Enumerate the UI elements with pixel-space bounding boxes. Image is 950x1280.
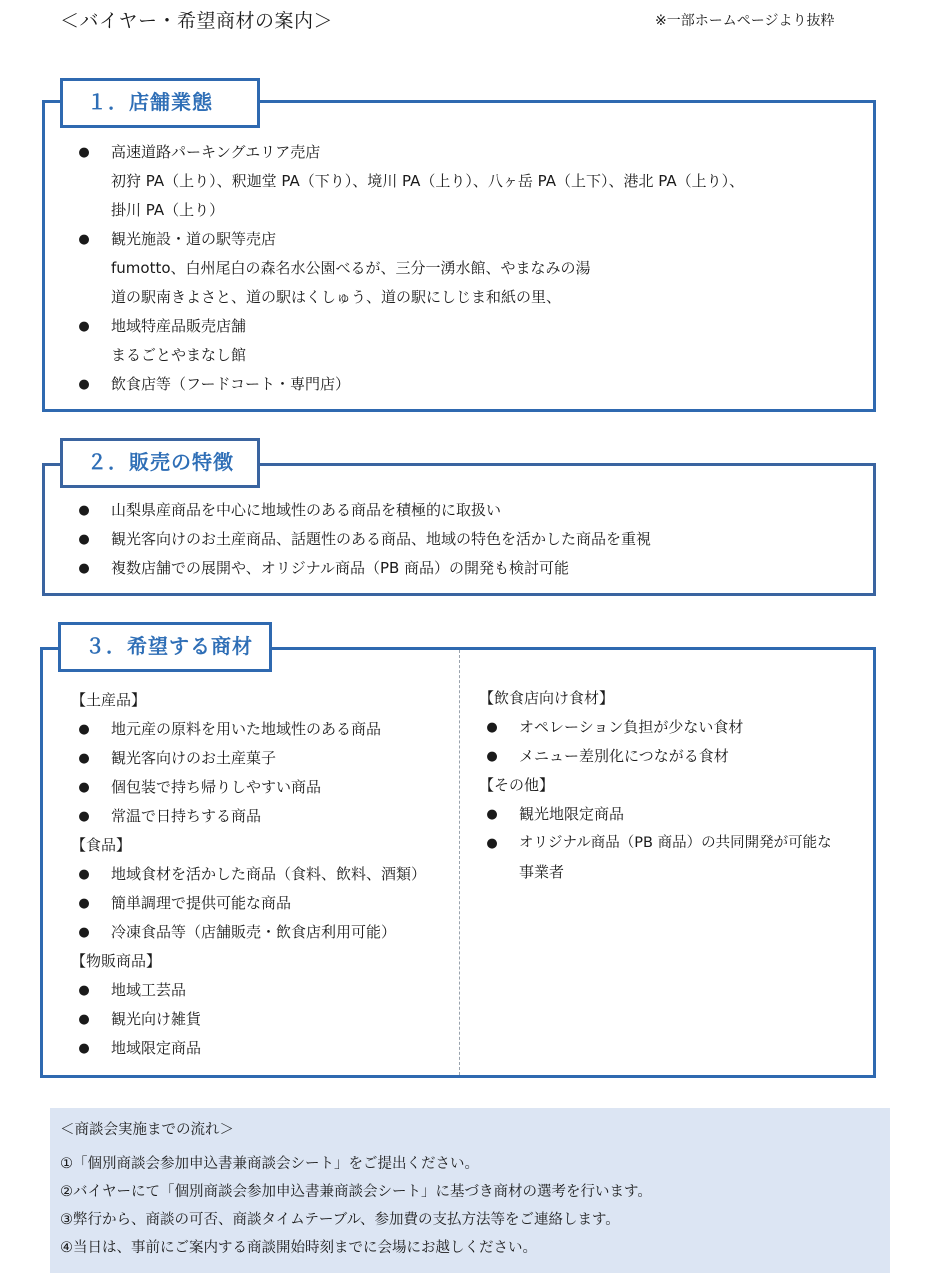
flow-step: ①「個別商談会参加申込書兼商談会シート」をご提出ください。 — [60, 1156, 479, 1172]
flow-title: ＜商談会実施までの流れ＞ — [60, 1122, 234, 1138]
list-item: ● 常温で日持ちする商品 — [77, 802, 447, 831]
section-1-content — [77, 138, 857, 408]
page-title: ＜バイヤー・希望商材の案内＞ — [60, 10, 334, 32]
bullet-icon: ● — [78, 780, 90, 795]
bullet-icon: ● — [78, 925, 90, 940]
section-desired-products — [40, 647, 876, 1078]
detail-text: 道の駅南きよさと、道の駅はくしゅう、道の駅にしじま和紙の里、 — [111, 288, 562, 306]
list-item: ● 地元産の原料を用いた地域性のある商品 — [77, 715, 447, 744]
section-2-title: ２．販売の特徴 — [60, 438, 260, 488]
column-divider — [459, 650, 460, 1075]
bullet-icon: ● — [78, 377, 90, 392]
section-1-title: １．店舗業態 — [60, 78, 260, 128]
right-column — [479, 684, 871, 924]
list-item: ● 観光施設・道の駅等売店 — [77, 225, 857, 254]
bullet-icon: ● — [486, 720, 498, 735]
bullet-icon: ● — [78, 896, 90, 911]
flow-step: ④当日は、事前にご案内する商談開始時刻までに会場にお越しください。 — [60, 1240, 537, 1256]
list-item: ● 観光向け雑貨 — [77, 1005, 447, 1034]
bullet-icon: ● — [78, 809, 90, 824]
list-item: ● 簡単調理で提供可能な商品 — [77, 889, 447, 918]
section-2-content — [77, 496, 857, 586]
bullet-icon: ● — [78, 722, 90, 737]
list-item: ● 複数店舗での展開や、オリジナル商品（PB 商品）の開発も検討可能 — [77, 554, 857, 583]
list-item: ● 地域食材を活かした商品（食料、飲料、酒類） — [77, 860, 447, 889]
list-item: ● 冷凍食品等（店舗販売・飲食店利用可能） — [77, 918, 447, 947]
detail-text: 初狩 PA（上り）、釈迦堂 PA（下り）、境川 PA（上り）、八ヶ岳 PA（上下）、港北 PA（上り）、 — [111, 172, 745, 190]
list-item: ● 地域工芸品 — [77, 976, 447, 1005]
bullet-icon: ● — [78, 1041, 90, 1056]
bullet-icon: ● — [78, 751, 90, 766]
flow-step: ③弊行から、商談の可否、商談タイムテーブル、参加費の支払方法等をご連絡します。 — [60, 1212, 620, 1228]
detail-text: 掛川 PA（上り） — [111, 201, 225, 219]
bullet-icon: ● — [78, 503, 90, 518]
bullet-icon: ● — [78, 983, 90, 998]
bullet-icon: ● — [78, 532, 90, 547]
bullet-icon: ● — [78, 232, 90, 247]
category-label: 【その他】 — [479, 776, 555, 794]
detail-text: fumotto、白州尾白の森名水公園べるが、三分一湧水館、やまなみの湯 — [111, 259, 591, 277]
source-note: ※一部ホームページより抜粋 — [655, 13, 835, 29]
category-label: 【土産品】 — [71, 691, 147, 709]
list-item: ● 高速道路パーキングエリア売店 — [77, 138, 857, 167]
list-item: ● メニュー差別化につながる食材 — [485, 742, 865, 771]
bullet-icon: ● — [486, 836, 498, 851]
bullet-icon: ● — [486, 807, 498, 822]
list-item: ● 山梨県産商品を中心に地域性のある商品を積極的に取扱い — [77, 496, 857, 525]
list-item: ● 地域限定商品 — [77, 1034, 447, 1063]
bullet-icon: ● — [486, 749, 498, 764]
detail-text: まるごとやまなし館 — [111, 346, 247, 364]
section-3-title: ３．希望する商材 — [58, 622, 272, 672]
bullet-icon: ● — [78, 867, 90, 882]
list-item: ● 飲食店等（フードコート・専門店） — [77, 370, 857, 399]
process-flow-box — [50, 1108, 890, 1273]
bullet-icon: ● — [78, 145, 90, 160]
flow-step: ②バイヤーにて「個別商談会参加申込書兼商談会シート」に基づき商材の選考を行います。 — [60, 1184, 652, 1200]
category-label: 【物販商品】 — [71, 952, 162, 970]
list-item: ● オリジナル商品（PB 商品）の共同開発が可能な — [485, 829, 865, 858]
category-label: 【食品】 — [71, 836, 132, 854]
bullet-icon: ● — [78, 561, 90, 576]
list-item: ● オペレーション負担が少ない食材 — [485, 713, 865, 742]
list-item: ● 観光地限定商品 — [485, 800, 865, 829]
section-store-types — [42, 100, 876, 412]
bullet-icon: ● — [78, 1012, 90, 1027]
bullet-icon: ● — [78, 319, 90, 334]
left-column — [71, 686, 451, 1066]
list-item: ● 観光客向けのお土産菓子 — [77, 744, 447, 773]
list-item: ● 観光客向けのお土産商品、話題性のある商品、地域の特色を活かした商品を重視 — [77, 525, 857, 554]
detail-text: 事業者 — [519, 863, 565, 881]
category-label: 【飲食店向け食材】 — [479, 689, 615, 707]
list-item: ● 地域特産品販売店舗 — [77, 312, 857, 341]
list-item: ● 個包装で持ち帰りしやすい商品 — [77, 773, 447, 802]
